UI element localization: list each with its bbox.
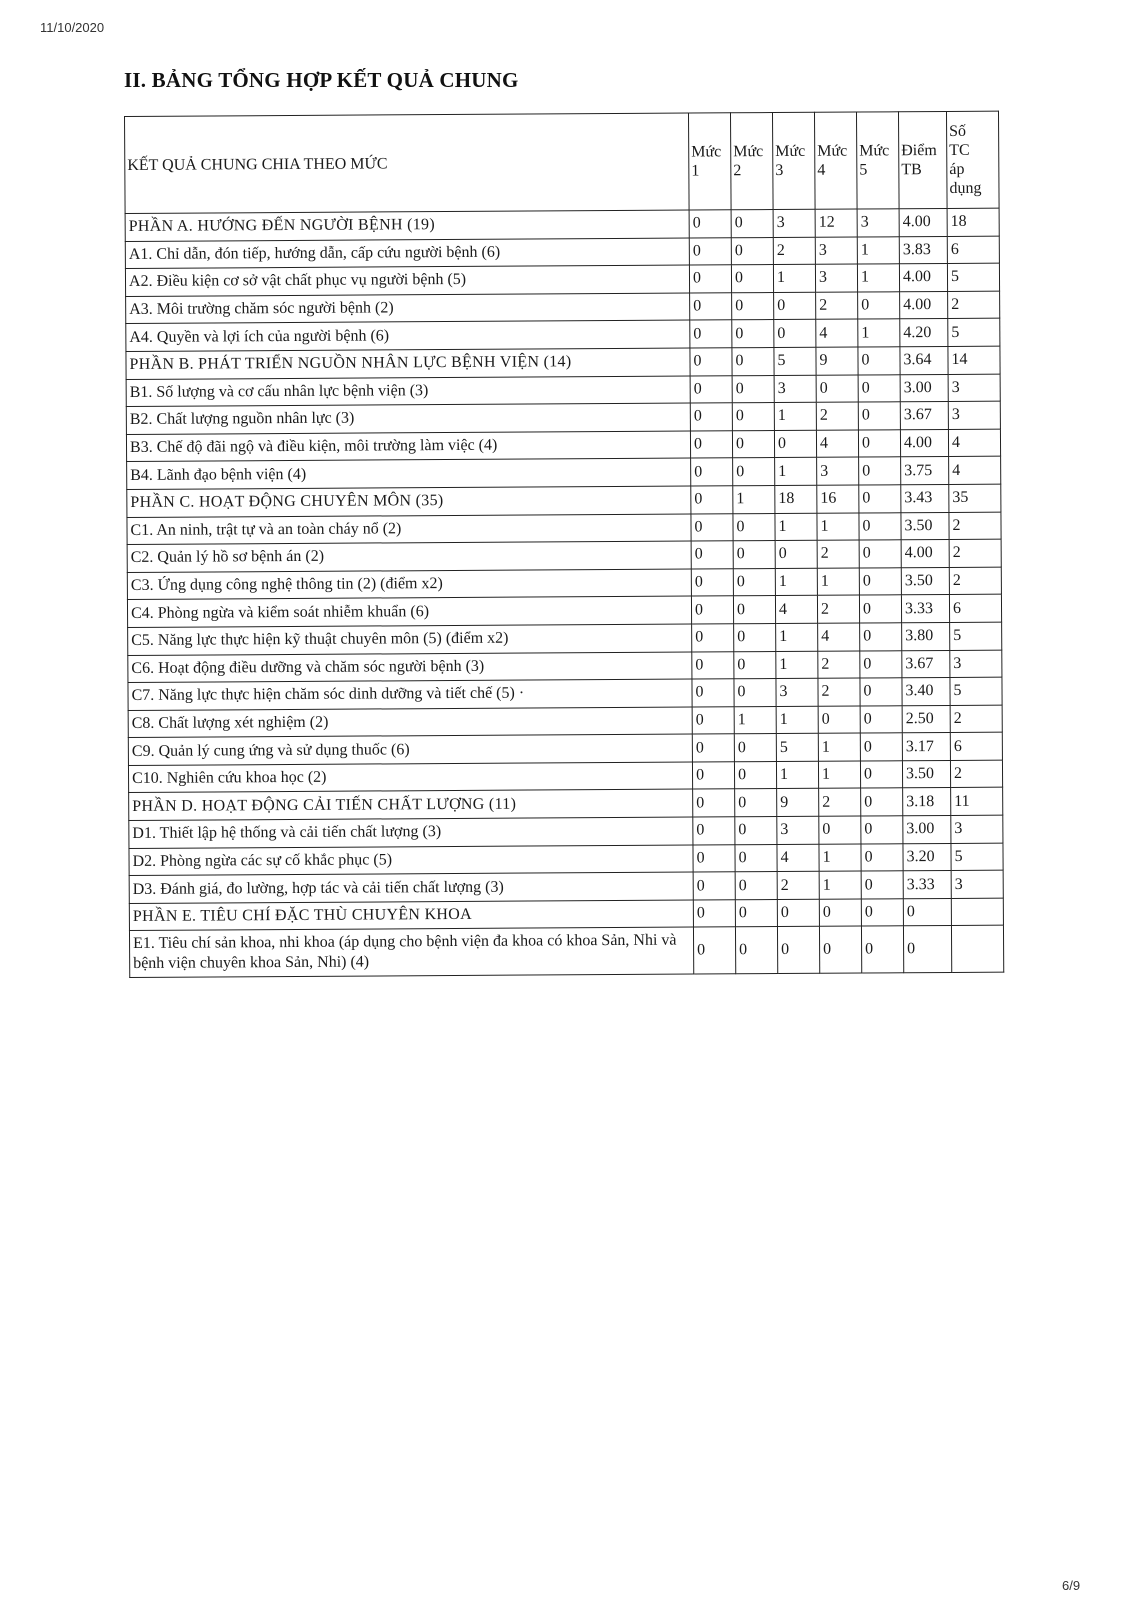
row-label: D2. Phòng ngừa các sự cố khắc phục (5)	[129, 845, 693, 876]
row-label: B3. Chế độ đãi ngộ và điều kiện, môi trường làm việc (4)	[126, 431, 690, 462]
row-value: 5	[948, 319, 1000, 347]
row-value: 0	[735, 789, 777, 817]
row-value: 14	[948, 346, 1000, 374]
row-value: 0	[859, 595, 901, 623]
row-label: PHẦN A. HƯỚNG ĐẾN NGƯỜI BỆNH (19)	[125, 210, 689, 241]
row-value: 0	[689, 265, 731, 293]
row-value: 0	[734, 623, 776, 651]
row-value: 0	[731, 237, 773, 265]
row-value: 0	[775, 540, 817, 568]
row-value: 0	[693, 789, 735, 817]
row-value: 0	[860, 678, 902, 706]
row-value: 0	[860, 650, 902, 678]
row-label: PHẦN C. HOẠT ĐỘNG CHUYÊN MÔN (35)	[127, 486, 691, 517]
row-value: 0	[693, 900, 735, 928]
row-value: 0	[693, 872, 735, 900]
table-row	[129, 926, 1003, 978]
row-value: 4.00	[899, 208, 947, 236]
row-value: 0	[735, 899, 777, 927]
row-value: 2	[949, 567, 1001, 595]
row-value: 0	[858, 292, 900, 320]
row-value: 0	[732, 320, 774, 348]
row-label: C8. Chất lượng xét nghiệm (2)	[128, 707, 692, 738]
row-value: 0	[818, 706, 860, 734]
row-value: 0	[860, 623, 902, 651]
column-header: Mức 3	[772, 112, 815, 209]
row-value: 0	[690, 431, 732, 459]
row-value: 0	[859, 457, 901, 485]
row-value: 1	[774, 402, 816, 430]
row-value: 0	[859, 485, 901, 513]
row-value: 9	[816, 347, 858, 375]
row-value: 0	[692, 706, 734, 734]
row-value: 3.83	[899, 236, 947, 264]
row-value: 0	[860, 705, 902, 733]
row-value: 0	[819, 816, 861, 844]
row-value: 0	[859, 567, 901, 595]
row-label: B1. Số lượng và cơ cấu nhân lực bệnh viện (3)	[126, 376, 690, 407]
row-label: C2. Quản lý hồ sơ bệnh án (2)	[127, 541, 691, 572]
row-value: 4.00	[901, 540, 949, 568]
row-value: 5	[947, 263, 999, 291]
row-value: 3.67	[900, 402, 948, 430]
section-title: II. BẢNG TỔNG HỢP KẾT QUẢ CHUNG	[124, 68, 519, 92]
row-value: 0	[732, 348, 774, 376]
row-value: 1	[818, 761, 860, 789]
row-value: 2	[818, 678, 860, 706]
row-value: 0	[691, 569, 733, 597]
row-value: 0	[774, 430, 816, 458]
header-row	[125, 111, 1000, 213]
row-value: 3	[776, 678, 818, 706]
row-value: 6	[950, 732, 1002, 760]
row-value: 1	[775, 568, 817, 596]
row-value: 0	[731, 265, 773, 293]
row-value: 0	[903, 898, 951, 926]
row-value: 0	[689, 210, 731, 238]
row-value	[951, 898, 1003, 926]
row-value: 2.50	[902, 705, 950, 733]
row-value: 2	[777, 872, 819, 900]
row-value: 18	[947, 208, 999, 236]
row-label: A4. Quyền và lợi ích của người bệnh (6)	[126, 320, 690, 351]
row-value: 0	[690, 348, 732, 376]
row-value: 3.00	[900, 374, 948, 402]
row-value: 3	[815, 264, 857, 292]
row-value: 2	[819, 788, 861, 816]
row-value: 3.43	[901, 484, 949, 512]
row-value: 3.18	[903, 788, 951, 816]
row-value: 3	[817, 457, 859, 485]
row-label: A1. Chỉ dẫn, đón tiếp, hướng dẫn, cấp cứu người bệnh (6)	[125, 238, 689, 269]
row-value: 3.17	[902, 733, 950, 761]
row-value: 1	[734, 706, 776, 734]
row-value: 0	[691, 486, 733, 514]
row-value: 0	[859, 512, 901, 540]
row-value: 0	[734, 761, 776, 789]
row-value: 0	[777, 927, 819, 974]
row-value: 2	[817, 540, 859, 568]
row-value: 0	[860, 761, 902, 789]
row-value: 1	[819, 871, 861, 899]
row-value: 0	[858, 347, 900, 375]
row-value: 0	[858, 430, 900, 458]
row-value: 0	[691, 458, 733, 486]
row-value: 0	[733, 568, 775, 596]
row-value: 3	[773, 209, 815, 237]
row-value: 4.00	[899, 264, 947, 292]
row-value: 3	[948, 401, 1000, 429]
row-value: 3	[774, 375, 816, 403]
row-value: 0	[691, 513, 733, 541]
row-value: 1	[776, 623, 818, 651]
row-value: 1	[776, 761, 818, 789]
row-value: 0	[861, 843, 903, 871]
row-value: 0	[732, 403, 774, 431]
row-value: 0	[734, 734, 776, 762]
row-label: B2. Chất lượng nguồn nhân lực (3)	[126, 403, 690, 434]
row-value: 16	[817, 485, 859, 513]
row-label: D1. Thiết lập hệ thống và cải tiến chất lượng (3)	[129, 817, 693, 848]
row-value: 0	[692, 679, 734, 707]
row-value: 0	[692, 651, 734, 679]
row-value: 0	[692, 762, 734, 790]
row-value: 4	[949, 456, 1001, 484]
row-value: 0	[903, 926, 951, 973]
row-value: 1	[857, 236, 899, 264]
row-value: 3.50	[901, 512, 949, 540]
row-value: 1	[775, 458, 817, 486]
row-value: 0	[858, 374, 900, 402]
row-value: 0	[774, 292, 816, 320]
row-value: 0	[691, 541, 733, 569]
row-value: 0	[774, 320, 816, 348]
row-label: C10. Nghiên cứu khoa học (2)	[128, 762, 692, 793]
row-value: 2	[949, 539, 1001, 567]
row-value: 0	[692, 734, 734, 762]
row-value: 0	[735, 844, 777, 872]
row-value: 1	[817, 568, 859, 596]
row-value: 0	[861, 926, 903, 973]
row-value: 0	[733, 596, 775, 624]
row-value: 0	[732, 375, 774, 403]
row-label: C6. Hoạt động điều dưỡng và chăm sóc người bệnh (3)	[128, 652, 692, 683]
row-value: 0	[819, 926, 861, 973]
column-header: Mức 1	[688, 113, 731, 210]
row-value: 0	[816, 375, 858, 403]
row-value: 1	[817, 513, 859, 541]
row-value: 0	[690, 403, 732, 431]
row-value: 4.20	[900, 319, 948, 347]
row-value: 2	[818, 651, 860, 679]
header-label: KẾT QUẢ CHUNG CHIA THEO MỨC	[125, 113, 690, 213]
row-value: 1	[857, 264, 899, 292]
row-value: 2	[816, 292, 858, 320]
row-value: 4	[775, 596, 817, 624]
row-value: 3	[815, 237, 857, 265]
row-value: 3.50	[902, 760, 950, 788]
row-value: 0	[733, 541, 775, 569]
row-value: 2	[817, 595, 859, 623]
row-label: A3. Môi trường chăm sóc người bệnh (2)	[126, 293, 690, 324]
row-value: 4	[818, 623, 860, 651]
row-value: 1	[858, 319, 900, 347]
row-label: E1. Tiêu chí sản khoa, nhi khoa (áp dụng cho bệnh viện đa khoa có khoa Sản, Nhi và bệnh viện chuyên khoa Sản, Nhi) (4)	[129, 927, 693, 977]
row-value: 0	[732, 292, 774, 320]
row-value: 0	[693, 844, 735, 872]
row-value: 0	[733, 513, 775, 541]
row-label: C1. An ninh, trật tự và an toàn cháy nổ (2)	[127, 514, 691, 545]
row-value: 5	[950, 677, 1002, 705]
row-value: 0	[777, 899, 819, 927]
row-value: 0	[732, 430, 774, 458]
row-value: 4	[948, 429, 1000, 457]
column-header: Mức 2	[730, 113, 773, 210]
row-value: 1	[773, 264, 815, 292]
row-label: PHẦN B. PHÁT TRIỂN NGUỒN NHÂN LỰC BỆNH VIỆN (14)	[126, 348, 690, 379]
row-value: 0	[690, 293, 732, 321]
page-number: 6/9	[1062, 1578, 1081, 1593]
row-value	[951, 926, 1003, 973]
print-date: 11/10/2020	[40, 20, 105, 35]
row-value: 1	[819, 844, 861, 872]
row-value: 2	[950, 760, 1002, 788]
row-value: 5	[776, 734, 818, 762]
row-value: 0	[689, 237, 731, 265]
row-value: 0	[690, 375, 732, 403]
row-value: 5	[951, 843, 1003, 871]
row-value: 0	[690, 320, 732, 348]
row-value: 3.33	[903, 871, 951, 899]
row-value: 1	[775, 513, 817, 541]
row-value: 3	[777, 816, 819, 844]
row-value: 2	[949, 512, 1001, 540]
row-value: 6	[949, 594, 1001, 622]
row-value: 3	[948, 374, 1000, 402]
row-value: 2	[816, 402, 858, 430]
row-label: A2. Điều kiện cơ sở vật chất phục vụ người bệnh (5)	[125, 265, 689, 296]
row-label: C7. Năng lực thực hiện chăm sóc dinh dưỡng và tiết chế (5) ·	[128, 679, 692, 710]
row-value: 4	[816, 430, 858, 458]
column-header: Mức 5	[856, 112, 899, 209]
row-value: 0	[734, 679, 776, 707]
row-value: 3.64	[900, 346, 948, 374]
row-label: C5. Năng lực thực hiện kỹ thuật chuyên môn (5) (điểm x2)	[128, 624, 692, 655]
row-value: 5	[774, 347, 816, 375]
row-value: 3.67	[902, 650, 950, 678]
row-value: 1	[776, 651, 818, 679]
row-value: 0	[733, 458, 775, 486]
row-value: 0	[858, 402, 900, 430]
row-label: B4. Lãnh đạo bệnh viện (4)	[127, 458, 691, 489]
row-value: 0	[859, 540, 901, 568]
row-value: 5	[950, 622, 1002, 650]
row-value: 0	[860, 733, 902, 761]
row-value: 0	[691, 596, 733, 624]
row-value: 3	[950, 650, 1002, 678]
row-value: 2	[773, 237, 815, 265]
row-value: 3.33	[901, 595, 949, 623]
row-value: 0	[861, 816, 903, 844]
row-value: 3.40	[902, 678, 950, 706]
row-value: 0	[861, 788, 903, 816]
row-label: C3. Ứng dụng công nghệ thông tin (2) (điểm x2)	[127, 569, 691, 600]
table-header	[125, 111, 1000, 213]
row-value: 0	[735, 927, 777, 974]
row-value: 18	[775, 485, 817, 513]
row-value: 2	[948, 291, 1000, 319]
row-value: 6	[947, 236, 999, 264]
row-value: 3	[951, 870, 1003, 898]
row-value: 4	[816, 319, 858, 347]
row-value: 0	[693, 817, 735, 845]
row-value: 4.00	[900, 291, 948, 319]
row-label: C4. Phòng ngừa và kiểm soát nhiễm khuẩn (6)	[127, 596, 691, 627]
row-value: 0	[731, 210, 773, 238]
row-value: 0	[735, 872, 777, 900]
row-value: 3	[857, 209, 899, 237]
column-header: Số TC áp dụng	[946, 111, 999, 208]
row-value: 2	[950, 705, 1002, 733]
row-value: 35	[949, 484, 1001, 512]
row-value: 0	[735, 817, 777, 845]
row-value: 0	[861, 899, 903, 927]
row-value: 0	[819, 899, 861, 927]
results-table	[124, 111, 1004, 979]
row-value: 3.20	[903, 843, 951, 871]
row-label: PHẦN E. TIÊU CHÍ ĐẶC THÙ CHUYÊN KHOA	[129, 900, 693, 931]
row-value: 1	[733, 485, 775, 513]
row-label: C9. Quản lý cung ứng và sử dụng thuốc (6)	[128, 734, 692, 765]
row-value: 0	[734, 651, 776, 679]
row-value: 0	[861, 871, 903, 899]
row-value: 3.75	[901, 457, 949, 485]
row-value: 3.50	[901, 567, 949, 595]
row-label: PHẦN D. HOẠT ĐỘNG CẢI TIẾN CHẤT LƯỢNG (11)	[129, 790, 693, 821]
row-value: 3	[951, 815, 1003, 843]
row-value: 1	[818, 733, 860, 761]
row-value: 9	[777, 789, 819, 817]
row-value: 12	[815, 209, 857, 237]
column-header: Mức 4	[814, 112, 857, 209]
row-value: 4.00	[900, 429, 948, 457]
column-header: Điểm TB	[898, 111, 947, 208]
row-value: 3.00	[903, 816, 951, 844]
row-value: 0	[692, 624, 734, 652]
row-label: D3. Đánh giá, đo lường, hợp tác và cải tiến chất lượng (3)	[129, 872, 693, 903]
table-body	[125, 208, 1004, 978]
row-value: 11	[951, 788, 1003, 816]
row-value: 3.80	[902, 622, 950, 650]
row-value: 0	[693, 927, 735, 974]
row-value: 4	[777, 844, 819, 872]
row-value: 1	[776, 706, 818, 734]
